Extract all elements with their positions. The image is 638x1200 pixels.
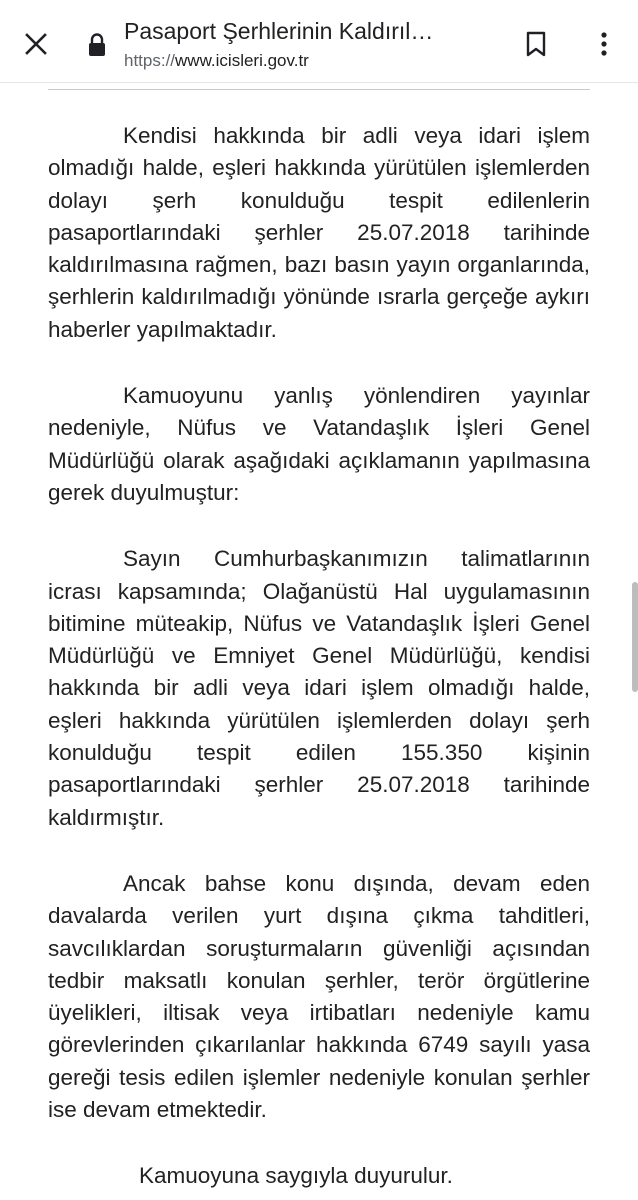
url-display[interactable] [124, 51, 309, 71]
browser-toolbar [0, 0, 638, 83]
lock-icon [86, 32, 108, 58]
url-domain: www.icisleri.gov.tr [175, 51, 309, 70]
bookmark-icon[interactable] [516, 24, 556, 64]
article-body [48, 120, 590, 1160]
article-paragraph: Kendisi hakkında bir adli veya idari işlem olmadığı halde, eşleri hakkında yürütülen işlemlerden dolayı şerh konulduğu tespit edilenlerin pasaportlarındaki şerhler 25.07.2018 tarihinde kaldırılmasına rağmen, bazı basın yayın organlarında, şerhlerin kaldırılmadığı yönünde ısrarla gerçeğe aykırı haberler yapılmaktadır. [48, 123, 590, 342]
content-divider [48, 89, 590, 90]
article-paragraph: Ancak bahse konu dışında, devam eden davalarda verilen yurt dışına çıkma tahditleri, savcılıklardan soruşturmaların güvenliği açısından tedbir maksatlı konulan şerhler, terör örgütlerine üyelikleri, iltisak veya irtibatları nedeniyle kamu görevlerinden çıkarılanlar hakkında 6749 sayılı yasa gereği tesis edilen işlemler nedeniyle konulan şerhler ise devam etmektedir. [48, 870, 590, 1123]
close-icon[interactable] [16, 24, 56, 64]
article-paragraph: Sayın Cumhurbaşkanımızın talimatlarının icrası kapsamında; Olağanüstü Hal uygulamasının bitimine müteakip, Nüfus ve Vatandaşlık İşleri Genel Müdürlüğü ve Emniyet Genel Müdürlüğü, kendisi hakkında bir adli veya idari işlem olmadığı halde, eşleri hakkında yürütülen işlemlerden dolayı şerh konulduğu tespit edilen 155.350 kişinin pasaportlarındaki şerhler 25.07.2018 tarihinde kaldırmıştır. [48, 546, 590, 830]
page-title[interactable]: Pasaport Şerhlerinin Kaldırıl… [124, 18, 434, 44]
scrollbar-thumb[interactable] [632, 582, 638, 692]
article-paragraph: Kamuoyunu yanlış yönlendiren yayınlar nedeniyle, Nüfus ve Vatandaşlık İşleri Genel Müdürlüğü olarak aşağıdaki açıklamanın yapılmasına gerek duyulmuştur: [48, 383, 590, 505]
url-scheme: https:// [124, 51, 176, 70]
closing-line: Kamuoyuna saygıyla duyurulur. [139, 1163, 453, 1188]
more-vertical-icon[interactable] [584, 24, 624, 64]
